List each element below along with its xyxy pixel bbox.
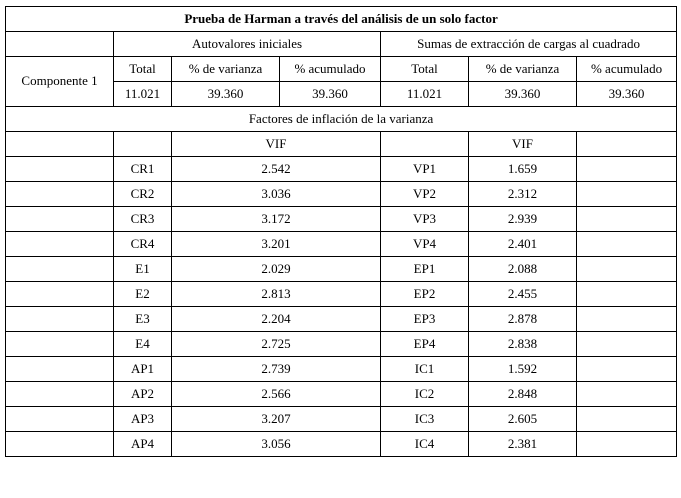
vif-left-name: AP4: [114, 432, 172, 457]
vif-left-value: 3.036: [172, 182, 381, 207]
col-header-total-1: Total: [114, 57, 172, 82]
row-spacer-right: [577, 332, 677, 357]
vif-left-name: AP3: [114, 407, 172, 432]
group-header-spacer: [6, 32, 114, 57]
row-spacer-right: [577, 232, 677, 257]
value-varianza-2: 39.360: [469, 82, 577, 107]
vif-left-name: E3: [114, 307, 172, 332]
vif-right-value: 2.939: [469, 207, 577, 232]
table-row: [6, 407, 677, 432]
value-total-1: 11.021: [114, 82, 172, 107]
vif-right-value: 2.878: [469, 307, 577, 332]
row-spacer-left: [6, 357, 114, 382]
vif-header-right: VIF: [469, 132, 577, 157]
vif-header-row: [6, 132, 677, 157]
row-spacer-right: [577, 432, 677, 457]
vif-right-name: VP4: [381, 232, 469, 257]
row-spacer-right: [577, 207, 677, 232]
vif-left-name: E4: [114, 332, 172, 357]
vif-right-value: 2.848: [469, 382, 577, 407]
row-spacer-right: [577, 382, 677, 407]
col-header-acumulado-2: % acumulado: [577, 57, 677, 82]
vif-right-value: 2.455: [469, 282, 577, 307]
table-row: [6, 332, 677, 357]
group-header-sumas: Sumas de extracción de cargas al cuadrado: [381, 32, 677, 57]
vif-right-value: 1.659: [469, 157, 577, 182]
row-spacer-left: [6, 282, 114, 307]
vif-left-value: 2.029: [172, 257, 381, 282]
vif-right-name: EP1: [381, 257, 469, 282]
harman-table: [5, 6, 677, 457]
row-spacer-left: [6, 207, 114, 232]
vif-left-value: 2.204: [172, 307, 381, 332]
row-spacer-right: [577, 257, 677, 282]
row-spacer-left: [6, 182, 114, 207]
page-title: Prueba de Harman a través del análisis de un solo factor: [6, 7, 677, 32]
vif-left-value: 2.739: [172, 357, 381, 382]
vif-left-name: E1: [114, 257, 172, 282]
table-row: [6, 432, 677, 457]
vif-right-name: IC2: [381, 382, 469, 407]
vif-section-title: Factores de inflación de la varianza: [6, 107, 677, 132]
col-header-varianza-2: % de varianza: [469, 57, 577, 82]
row-spacer-left: [6, 157, 114, 182]
vif-left-name: E2: [114, 282, 172, 307]
vif-left-value: 3.201: [172, 232, 381, 257]
vif-right-name: EP3: [381, 307, 469, 332]
row-spacer-left: [6, 307, 114, 332]
table-row: [6, 232, 677, 257]
table-row: [6, 382, 677, 407]
vif-left-value: 3.056: [172, 432, 381, 457]
column-header-row: [6, 57, 677, 82]
vif-right-value: 2.088: [469, 257, 577, 282]
vif-left-name: CR1: [114, 157, 172, 182]
row-spacer-right: [577, 307, 677, 332]
value-acumulado-2: 39.360: [577, 82, 677, 107]
vif-right-name: IC1: [381, 357, 469, 382]
col-header-varianza-1: % de varianza: [172, 57, 280, 82]
title-row: [6, 7, 677, 32]
group-header-row: [6, 32, 677, 57]
row-spacer-left: [6, 232, 114, 257]
vif-left-name: CR3: [114, 207, 172, 232]
vif-header-spacer-3: [381, 132, 469, 157]
row-spacer-left: [6, 382, 114, 407]
row-spacer-right: [577, 282, 677, 307]
vif-right-name: IC4: [381, 432, 469, 457]
row-spacer-right: [577, 357, 677, 382]
table-row: [6, 157, 677, 182]
table-body: [6, 7, 677, 457]
vif-left-value: 2.725: [172, 332, 381, 357]
vif-right-value: 2.838: [469, 332, 577, 357]
vif-header-left: VIF: [172, 132, 381, 157]
vif-left-name: AP1: [114, 357, 172, 382]
vif-left-name: CR2: [114, 182, 172, 207]
vif-right-name: IC3: [381, 407, 469, 432]
vif-right-value: 2.401: [469, 232, 577, 257]
row-spacer-left: [6, 432, 114, 457]
vif-left-value: 2.542: [172, 157, 381, 182]
vif-left-value: 2.566: [172, 382, 381, 407]
row-spacer-right: [577, 182, 677, 207]
col-header-total-2: Total: [381, 57, 469, 82]
table-row: [6, 307, 677, 332]
vif-header-spacer-1: [6, 132, 114, 157]
vif-right-value: 2.381: [469, 432, 577, 457]
row-spacer-left: [6, 332, 114, 357]
vif-right-name: VP3: [381, 207, 469, 232]
component-label: Componente 1: [6, 57, 114, 107]
value-acumulado-1: 39.360: [280, 82, 381, 107]
vif-right-name: EP4: [381, 332, 469, 357]
vif-left-value: 2.813: [172, 282, 381, 307]
vif-left-name: CR4: [114, 232, 172, 257]
table-row: [6, 207, 677, 232]
col-header-acumulado-1: % acumulado: [280, 57, 381, 82]
row-spacer-left: [6, 257, 114, 282]
vif-right-name: VP2: [381, 182, 469, 207]
vif-right-value: 2.312: [469, 182, 577, 207]
value-varianza-1: 39.360: [172, 82, 280, 107]
vif-section-title-row: [6, 107, 677, 132]
value-total-2: 11.021: [381, 82, 469, 107]
table-row: [6, 257, 677, 282]
vif-right-name: VP1: [381, 157, 469, 182]
vif-left-value: 3.207: [172, 407, 381, 432]
vif-header-spacer-4: [577, 132, 677, 157]
row-spacer-left: [6, 407, 114, 432]
vif-left-name: AP2: [114, 382, 172, 407]
row-spacer-right: [577, 407, 677, 432]
vif-right-value: 2.605: [469, 407, 577, 432]
vif-left-value: 3.172: [172, 207, 381, 232]
group-header-autovalores: Autovalores iniciales: [114, 32, 381, 57]
table-row: [6, 282, 677, 307]
table-row: [6, 182, 677, 207]
table-row: [6, 357, 677, 382]
vif-right-name: EP2: [381, 282, 469, 307]
row-spacer-right: [577, 157, 677, 182]
vif-header-spacer-2: [114, 132, 172, 157]
vif-right-value: 1.592: [469, 357, 577, 382]
